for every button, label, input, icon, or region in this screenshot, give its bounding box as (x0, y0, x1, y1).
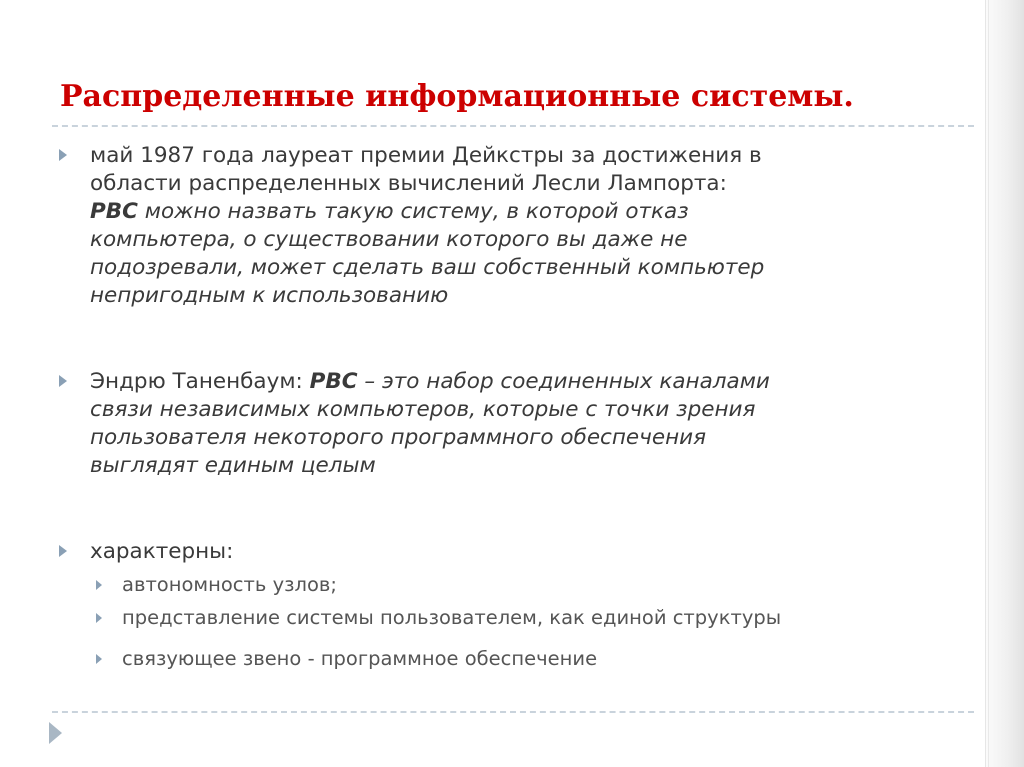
slide-frame-right-border (985, 0, 1024, 767)
corner-arrow-icon (49, 722, 62, 744)
bullet-text: характерны: (90, 539, 234, 564)
bullet-tanenbaum (90, 368, 950, 480)
term-rvs: РВС (90, 199, 138, 224)
bullet-characteristics (90, 538, 950, 566)
definition-text: пользователя некоторого программного обеспечения (90, 425, 707, 450)
sub-bullet-arrow-icon (96, 613, 102, 623)
sub-bullet-arrow-icon (96, 654, 102, 664)
bullet-lamport (90, 142, 950, 310)
author-lead: Эндрю Таненбаум: (90, 369, 310, 394)
sub-item (122, 646, 952, 672)
bullet-arrow-icon (59, 545, 67, 557)
definition-text: можно назвать такую систему, в которой отказ (137, 199, 689, 224)
sub-item-text: представление системы пользователем, как единой структуры (122, 606, 782, 629)
sub-bullet-arrow-icon (96, 580, 102, 590)
sub-item (122, 572, 952, 598)
title-divider (52, 125, 974, 127)
term-rvs: РВС (309, 369, 358, 394)
sub-item-text: автономность узлов; (122, 573, 337, 596)
bullet-text-line: области распределенных вычислений Лесли Лампорта: (90, 171, 727, 196)
definition-text: компьютера, о существовании которого вы даже не (90, 227, 688, 252)
definition-text: выглядят единым целым (90, 453, 376, 478)
bullet-arrow-icon (59, 375, 67, 387)
definition-text: – это набор соединенных каналами (357, 369, 770, 394)
definition-text: непригодным к использованию (90, 283, 449, 308)
bullet-text-line: май 1987 года лауреат премии Дейкстры за достижения в (90, 143, 762, 168)
sub-item-text: связующее звено - программное обеспечение (122, 647, 598, 670)
bullet-arrow-icon (59, 149, 67, 161)
definition-text: связи независимых компьютеров, которые с точки зрения (90, 397, 756, 422)
slide-title: Распределенные информационные системы. (60, 79, 854, 114)
sub-item (122, 605, 952, 631)
footer-divider (52, 711, 974, 713)
definition-text: подозревали, может сделать ваш собственный компьютер (90, 255, 765, 280)
